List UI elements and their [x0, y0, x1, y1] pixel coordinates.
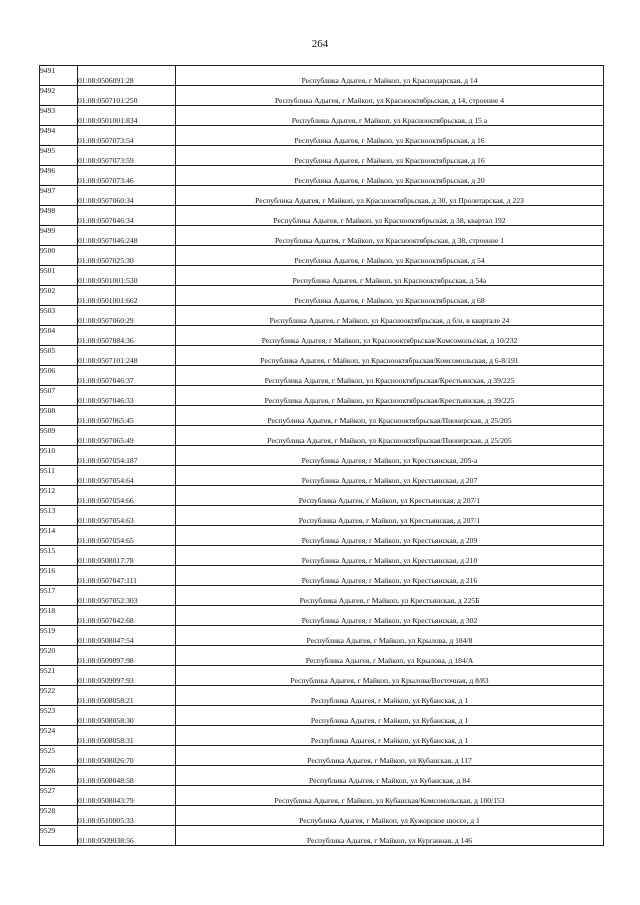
- table-row: [40, 686, 604, 706]
- row-number-cell: 9514: [40, 526, 78, 546]
- row-number-cell: 9493: [40, 106, 78, 126]
- address-cell: Республика Адыгея, г Майкоп, ул Краснооктябрьская, д 20: [176, 166, 604, 186]
- cadastral-number-cell: 01:08:0506091:28: [78, 66, 176, 86]
- cadastral-number-cell: 01:08:0508058:30: [78, 706, 176, 726]
- table-row: [40, 386, 604, 406]
- table-row: [40, 186, 604, 206]
- address-cell: Республика Адыгея, г Майкоп, ул Крылова, д 184/8: [176, 626, 604, 646]
- cadastral-number-cell: 01:08:0507101:248: [78, 346, 176, 366]
- cadastral-number-cell: 01:08:0509097:93: [78, 666, 176, 686]
- cadastral-number-cell: 01:08:0507046:248: [78, 226, 176, 246]
- cadastral-number-cell: 01:08:0507084:36: [78, 326, 176, 346]
- row-number-cell: 9507: [40, 386, 78, 406]
- row-number-cell: 9496: [40, 166, 78, 186]
- row-number-cell: 9516: [40, 566, 78, 586]
- row-number-cell: 9518: [40, 606, 78, 626]
- cadastral-number-cell: 01:08:0507073:46: [78, 166, 176, 186]
- cadastral-number-cell: 01:08:0507046:33: [78, 386, 176, 406]
- cadastral-number-cell: 01:08:0507054:63: [78, 506, 176, 526]
- row-number-cell: 9515: [40, 546, 78, 566]
- address-cell: Республика Адыгея, г Майкоп, ул Крестьянская, д 302: [176, 606, 604, 626]
- cadastral-number-cell: 01:08:0507054:64: [78, 466, 176, 486]
- cadastral-number-cell: 01:08:0507046:37: [78, 366, 176, 386]
- table-row: [40, 206, 604, 226]
- address-cell: Республика Адыгея, г Майкоп, ул Краснооктябрьская, д 54а: [176, 266, 604, 286]
- table-row: [40, 626, 604, 646]
- row-number-cell: 9509: [40, 426, 78, 446]
- address-cell: Республика Адыгея, г Майкоп, ул Краснооктябрьская, д 16: [176, 146, 604, 166]
- row-number-cell: 9524: [40, 726, 78, 746]
- address-cell: Республика Адыгея, г Майкоп, ул Крестьянская, д 209: [176, 526, 604, 546]
- table-row: [40, 346, 604, 366]
- cadastral-number-cell: 01:08:0508026:70: [78, 746, 176, 766]
- table-row: [40, 106, 604, 126]
- cadastral-number-cell: 01:08:0507054:187: [78, 446, 176, 466]
- cadastral-number-cell: 01:08:0508047:54: [78, 626, 176, 646]
- row-number-cell: 9522: [40, 686, 78, 706]
- row-number-cell: 9521: [40, 666, 78, 686]
- table-row: [40, 706, 604, 726]
- cadastral-number-cell: 01:08:0509038:56: [78, 826, 176, 846]
- cadastral-number-cell: 01:08:0507025:30: [78, 246, 176, 266]
- table-row: [40, 366, 604, 386]
- cadastral-number-cell: 01:08:0510005:33: [78, 806, 176, 826]
- row-number-cell: 9513: [40, 506, 78, 526]
- cadastral-number-cell: 01:08:0507042:68: [78, 606, 176, 626]
- table-row: [40, 66, 604, 86]
- cadastral-number-cell: 01:08:0508048:58: [78, 766, 176, 786]
- row-number-cell: 9528: [40, 806, 78, 826]
- table-row: [40, 306, 604, 326]
- cadastral-number-cell: 01:08:0508058:21: [78, 686, 176, 706]
- cadastral-number-cell: 01:08:0509097:98: [78, 646, 176, 666]
- cadastral-number-cell: 01:08:0508058:31: [78, 726, 176, 746]
- address-cell: Республика Адыгея, г Майкоп, ул Краснооктябрьская/Пионерская, д 25/205: [176, 406, 604, 426]
- table-row: [40, 466, 604, 486]
- row-number-cell: 9512: [40, 486, 78, 506]
- address-cell: Республика Адыгея, г Майкоп, ул Крестьянская, д 216: [176, 566, 604, 586]
- table-row: [40, 266, 604, 286]
- address-cell: Республика Адыгея, г Майкоп, ул Краснооктябрьская/Комсомольская, д 10/232: [176, 326, 604, 346]
- row-number-cell: 9506: [40, 366, 78, 386]
- cadastral-number-cell: 01:08:0507073:59: [78, 146, 176, 166]
- row-number-cell: 9519: [40, 626, 78, 646]
- cadastral-number-cell: 01:08:0507052:303: [78, 586, 176, 606]
- cadastral-number-cell: 01:08:0507065:49: [78, 426, 176, 446]
- table-row: [40, 826, 604, 846]
- table-row: [40, 506, 604, 526]
- cadastral-number-cell: 01:08:0507060:34: [78, 186, 176, 206]
- cadastral-number-cell: 01:08:0507101:250: [78, 86, 176, 106]
- table-row: [40, 326, 604, 346]
- row-number-cell: 9508: [40, 406, 78, 426]
- row-number-cell: 9494: [40, 126, 78, 146]
- registry-table: [39, 65, 604, 846]
- address-cell: Республика Адыгея, г Майкоп, ул Краснооктябрьская, д 15 а: [176, 106, 604, 126]
- table-row: [40, 766, 604, 786]
- address-cell: Республика Адыгея, г Майкоп, ул Кубанская, д 1: [176, 686, 604, 706]
- address-cell: Республика Адыгея, г Майкоп, ул Крестьянская, д 210: [176, 546, 604, 566]
- table-row: [40, 586, 604, 606]
- table-row: [40, 786, 604, 806]
- cadastral-number-cell: 01:08:0507054:65: [78, 526, 176, 546]
- cadastral-number-cell: 01:08:0507065:45: [78, 406, 176, 426]
- table-row: [40, 286, 604, 306]
- table-row: [40, 666, 604, 686]
- row-number-cell: 9527: [40, 786, 78, 806]
- row-number-cell: 9502: [40, 286, 78, 306]
- address-cell: Республика Адыгея, г Майкоп, ул Курганная, д 146: [176, 826, 604, 846]
- cadastral-number-cell: 01:08:0501001:834: [78, 106, 176, 126]
- address-cell: Республика Адыгея, г Майкоп, ул Кубанская/Комсомольская, д 100/153: [176, 786, 604, 806]
- table-row: [40, 446, 604, 466]
- address-cell: Республика Адыгея, г Майкоп, ул Краснооктябрьская, д 38, строение 1: [176, 226, 604, 246]
- cadastral-number-cell: 01:08:0508017:78: [78, 546, 176, 566]
- cadastral-number-cell: 01:08:0507046:34: [78, 206, 176, 226]
- row-number-cell: 9504: [40, 326, 78, 346]
- cadastral-number-cell: 01:08:0508043:79: [78, 786, 176, 806]
- row-number-cell: 9499: [40, 226, 78, 246]
- table-row: [40, 246, 604, 266]
- row-number-cell: 9498: [40, 206, 78, 226]
- row-number-cell: 9510: [40, 446, 78, 466]
- address-cell: Республика Адыгея, г Майкоп, ул Краснооктябрьская, д 16: [176, 126, 604, 146]
- row-number-cell: 9520: [40, 646, 78, 666]
- cadastral-number-cell: 01:08:0507060:29: [78, 306, 176, 326]
- row-number-cell: 9523: [40, 706, 78, 726]
- table-row: [40, 646, 604, 666]
- table-row: [40, 406, 604, 426]
- address-cell: Республика Адыгея, г Майкоп, ул Краснооктябрьская/Пионерская, д 25/205: [176, 426, 604, 446]
- table-row: [40, 566, 604, 586]
- cadastral-number-cell: 01:08:0507073:54: [78, 126, 176, 146]
- row-number-cell: 9517: [40, 586, 78, 606]
- row-number-cell: 9526: [40, 766, 78, 786]
- cadastral-number-cell: 01:08:0501001:662: [78, 286, 176, 306]
- address-cell: Республика Адыгея, г Майкоп, ул Краснооктябрьская/Комсомольская, д 6-8/191: [176, 346, 604, 366]
- table-row: [40, 726, 604, 746]
- address-cell: Республика Адыгея, г Майкоп, ул Краснооктябрьская/Крестьянская, д 39/225: [176, 366, 604, 386]
- row-number-cell: 9491: [40, 66, 78, 86]
- row-number-cell: 9529: [40, 826, 78, 846]
- table-row: [40, 226, 604, 246]
- table-row: [40, 746, 604, 766]
- address-cell: Республика Адыгея, г Майкоп, ул Краснооктябрьская, д 14, строение 4: [176, 86, 604, 106]
- registry-table-body: [40, 66, 604, 846]
- cadastral-number-cell: 01:08:0507054:66: [78, 486, 176, 506]
- table-row: [40, 526, 604, 546]
- address-cell: Республика Адыгея, г Майкоп, ул Крестьянская, д 207/1: [176, 486, 604, 506]
- table-row: [40, 606, 604, 626]
- table-row: [40, 806, 604, 826]
- table-row: [40, 546, 604, 566]
- table-row: [40, 426, 604, 446]
- address-cell: Республика Адыгея, г Майкоп, ул Краснооктябрьская, д б/н, в квартале 24: [176, 306, 604, 326]
- page-number: 264: [311, 38, 329, 50]
- address-cell: Республика Адыгея, г Майкоп, ул Кубанская, д 1: [176, 726, 604, 746]
- address-cell: Республика Адыгея, г Майкоп, ул Кубанская, д 117: [176, 746, 604, 766]
- row-number-cell: 9525: [40, 746, 78, 766]
- row-number-cell: 9501: [40, 266, 78, 286]
- table-row: [40, 166, 604, 186]
- address-cell: Республика Адыгея, г Майкоп, ул Кубанская, д 1: [176, 706, 604, 726]
- row-number-cell: 9503: [40, 306, 78, 326]
- address-cell: Республика Адыгея, г Майкоп, ул Крестьянская, д 207: [176, 466, 604, 486]
- table-row: [40, 486, 604, 506]
- row-number-cell: 9500: [40, 246, 78, 266]
- address-cell: Республика Адыгея, г Майкоп, ул Краснооктябрьская, д 68: [176, 286, 604, 306]
- table-row: [40, 126, 604, 146]
- address-cell: Республика Адыгея, г Майкоп, ул Кубанская, д 84: [176, 766, 604, 786]
- row-number-cell: 9495: [40, 146, 78, 166]
- table-row: [40, 146, 604, 166]
- row-number-cell: 9492: [40, 86, 78, 106]
- address-cell: Республика Адыгея, г Майкоп, ул Крестьянская, д 225Б: [176, 586, 604, 606]
- address-cell: Республика Адыгея, г Майкоп, ул Краснооктябрьская, д 54: [176, 246, 604, 266]
- table-row: [40, 86, 604, 106]
- row-number-cell: 9505: [40, 346, 78, 366]
- address-cell: Республика Адыгея, г Майкоп, ул Краснооктябрьская, д 30, ул Пролетарская, д 223: [176, 186, 604, 206]
- address-cell: Республика Адыгея, г Майкоп, ул Краснодарская, д 14: [176, 66, 604, 86]
- cadastral-number-cell: 01:08:0501001:530: [78, 266, 176, 286]
- address-cell: Республика Адыгея, г Майкоп, ул Краснооктябрьская/Крестьянская, д 39/225: [176, 386, 604, 406]
- address-cell: Республика Адыгея, г Майкоп, ул Краснооктябрьская, д 38, квартал 192: [176, 206, 604, 226]
- cadastral-number-cell: 01:08:0507047:111: [78, 566, 176, 586]
- address-cell: Республика Адыгея, г Майкоп, ул Кужорское шоссе, д 1: [176, 806, 604, 826]
- row-number-cell: 9497: [40, 186, 78, 206]
- address-cell: Республика Адыгея, г Майкоп, ул Крестьянская, д 207/1: [176, 506, 604, 526]
- address-cell: Республика Адыгея, г Майкоп, ул Крылова, д 184/А: [176, 646, 604, 666]
- address-cell: Республика Адыгея, г Майкоп, ул Крестьянская, 205-а: [176, 446, 604, 466]
- address-cell: Республика Адыгея, г Майкоп, ул Крылова/Восточная, д 8/83: [176, 666, 604, 686]
- row-number-cell: 9511: [40, 466, 78, 486]
